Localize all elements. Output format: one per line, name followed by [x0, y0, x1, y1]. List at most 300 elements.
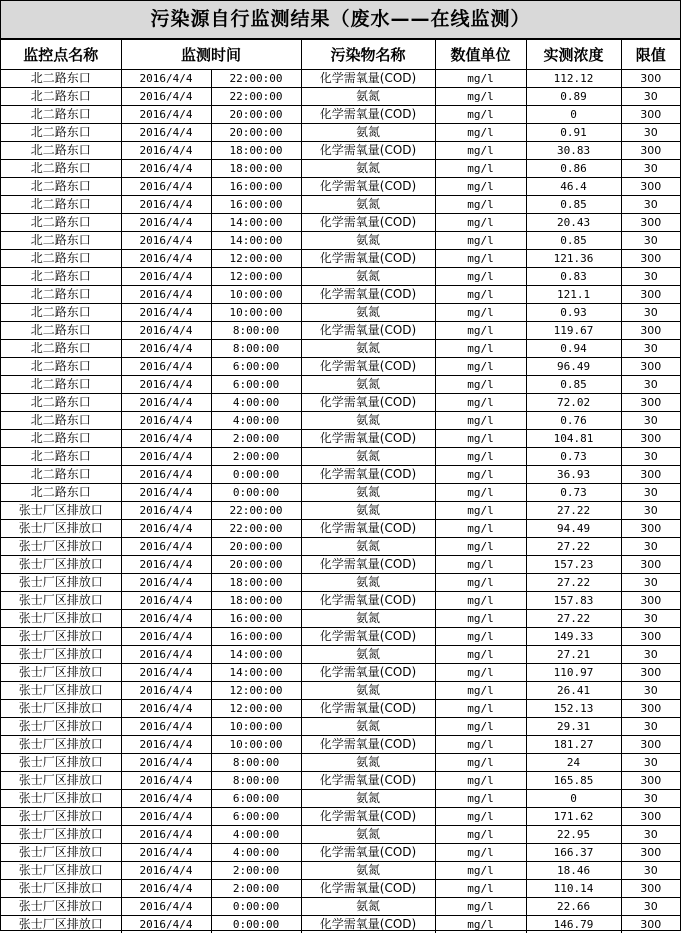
cell-limit: 30 [621, 502, 680, 520]
cell-value: 110.14 [526, 880, 621, 898]
cell-limit: 30 [621, 304, 680, 322]
cell-date: 2016/4/4 [121, 916, 211, 933]
cell-time: 6:00:00 [211, 376, 301, 394]
cell-time: 0:00:00 [211, 898, 301, 916]
cell-limit: 300 [621, 70, 680, 88]
cell-time: 12:00:00 [211, 268, 301, 286]
cell-limit: 30 [621, 574, 680, 592]
cell-date: 2016/4/4 [121, 898, 211, 916]
cell-limit: 300 [621, 592, 680, 610]
cell-time: 2:00:00 [211, 448, 301, 466]
cell-time: 0:00:00 [211, 484, 301, 502]
cell-pollutant: 氨氮 [301, 610, 435, 628]
cell-pollutant: 化学需氧量(COD) [301, 358, 435, 376]
cell-unit: mg/l [435, 916, 526, 933]
cell-limit: 300 [621, 106, 680, 124]
cell-unit: mg/l [435, 412, 526, 430]
cell-value: 0.89 [526, 88, 621, 106]
cell-value: 0.85 [526, 196, 621, 214]
cell-pollutant: 氨氮 [301, 718, 435, 736]
cell-value: 171.62 [526, 808, 621, 826]
cell-unit: mg/l [435, 646, 526, 664]
cell-site: 北二路东口 [1, 340, 121, 358]
cell-date: 2016/4/4 [121, 880, 211, 898]
cell-site: 张士厂区排放口 [1, 682, 121, 700]
cell-limit: 30 [621, 646, 680, 664]
cell-limit: 30 [621, 538, 680, 556]
cell-site: 北二路东口 [1, 214, 121, 232]
cell-unit: mg/l [435, 520, 526, 538]
cell-time: 14:00:00 [211, 646, 301, 664]
cell-site: 北二路东口 [1, 286, 121, 304]
cell-site: 张士厂区排放口 [1, 862, 121, 880]
cell-value: 94.49 [526, 520, 621, 538]
header-pollutant: 污染物名称 [301, 40, 435, 70]
cell-value: 112.12 [526, 70, 621, 88]
cell-site: 北二路东口 [1, 358, 121, 376]
cell-value: 72.02 [526, 394, 621, 412]
cell-time: 10:00:00 [211, 736, 301, 754]
cell-pollutant: 化学需氧量(COD) [301, 700, 435, 718]
cell-time: 14:00:00 [211, 214, 301, 232]
table-row [1, 484, 680, 502]
table-row [1, 520, 680, 538]
cell-site: 北二路东口 [1, 412, 121, 430]
table-row [1, 610, 680, 628]
cell-date: 2016/4/4 [121, 844, 211, 862]
cell-date: 2016/4/4 [121, 106, 211, 124]
cell-unit: mg/l [435, 772, 526, 790]
cell-site: 北二路东口 [1, 124, 121, 142]
cell-unit: mg/l [435, 754, 526, 772]
cell-pollutant: 化学需氧量(COD) [301, 250, 435, 268]
table-row [1, 538, 680, 556]
cell-time: 2:00:00 [211, 430, 301, 448]
table-row [1, 808, 680, 826]
cell-unit: mg/l [435, 160, 526, 178]
cell-date: 2016/4/4 [121, 700, 211, 718]
cell-unit: mg/l [435, 808, 526, 826]
cell-time: 4:00:00 [211, 412, 301, 430]
cell-limit: 30 [621, 412, 680, 430]
cell-date: 2016/4/4 [121, 610, 211, 628]
cell-limit: 300 [621, 394, 680, 412]
table-row [1, 340, 680, 358]
cell-limit: 300 [621, 466, 680, 484]
cell-site: 北二路东口 [1, 196, 121, 214]
cell-site: 张士厂区排放口 [1, 808, 121, 826]
table-row [1, 772, 680, 790]
cell-unit: mg/l [435, 880, 526, 898]
cell-value: 18.46 [526, 862, 621, 880]
cell-unit: mg/l [435, 628, 526, 646]
cell-unit: mg/l [435, 304, 526, 322]
cell-unit: mg/l [435, 448, 526, 466]
cell-value: 0.85 [526, 232, 621, 250]
cell-pollutant: 化学需氧量(COD) [301, 394, 435, 412]
cell-limit: 300 [621, 322, 680, 340]
cell-site: 张士厂区排放口 [1, 898, 121, 916]
cell-pollutant: 化学需氧量(COD) [301, 556, 435, 574]
cell-limit: 300 [621, 808, 680, 826]
cell-pollutant: 化学需氧量(COD) [301, 286, 435, 304]
cell-site: 北二路东口 [1, 466, 121, 484]
table-row [1, 178, 680, 196]
cell-site: 北二路东口 [1, 430, 121, 448]
cell-site: 北二路东口 [1, 304, 121, 322]
cell-pollutant: 化学需氧量(COD) [301, 430, 435, 448]
monitoring-table [1, 39, 680, 933]
table-row [1, 682, 680, 700]
cell-time: 4:00:00 [211, 394, 301, 412]
cell-date: 2016/4/4 [121, 772, 211, 790]
table-row [1, 232, 680, 250]
cell-unit: mg/l [435, 538, 526, 556]
cell-pollutant: 化学需氧量(COD) [301, 70, 435, 88]
cell-time: 8:00:00 [211, 754, 301, 772]
cell-pollutant: 化学需氧量(COD) [301, 916, 435, 933]
cell-limit: 300 [621, 520, 680, 538]
cell-date: 2016/4/4 [121, 124, 211, 142]
cell-time: 20:00:00 [211, 556, 301, 574]
cell-time: 10:00:00 [211, 286, 301, 304]
cell-date: 2016/4/4 [121, 628, 211, 646]
cell-unit: mg/l [435, 592, 526, 610]
cell-pollutant: 化学需氧量(COD) [301, 772, 435, 790]
cell-unit: mg/l [435, 430, 526, 448]
cell-date: 2016/4/4 [121, 574, 211, 592]
cell-date: 2016/4/4 [121, 556, 211, 574]
cell-unit: mg/l [435, 718, 526, 736]
cell-date: 2016/4/4 [121, 394, 211, 412]
cell-unit: mg/l [435, 556, 526, 574]
cell-site: 张士厂区排放口 [1, 628, 121, 646]
cell-unit: mg/l [435, 610, 526, 628]
cell-site: 张士厂区排放口 [1, 772, 121, 790]
cell-site: 张士厂区排放口 [1, 718, 121, 736]
cell-unit: mg/l [435, 736, 526, 754]
cell-date: 2016/4/4 [121, 160, 211, 178]
table-row [1, 700, 680, 718]
cell-site: 张士厂区排放口 [1, 916, 121, 933]
cell-limit: 300 [621, 664, 680, 682]
cell-limit: 300 [621, 358, 680, 376]
cell-value: 30.83 [526, 142, 621, 160]
cell-limit: 300 [621, 556, 680, 574]
table-row [1, 790, 680, 808]
table-row [1, 394, 680, 412]
cell-pollutant: 氨氮 [301, 376, 435, 394]
cell-time: 12:00:00 [211, 682, 301, 700]
table-row [1, 88, 680, 106]
cell-time: 0:00:00 [211, 916, 301, 933]
cell-pollutant: 化学需氧量(COD) [301, 664, 435, 682]
cell-unit: mg/l [435, 376, 526, 394]
cell-date: 2016/4/4 [121, 214, 211, 232]
cell-time: 6:00:00 [211, 358, 301, 376]
cell-value: 0.73 [526, 448, 621, 466]
cell-date: 2016/4/4 [121, 682, 211, 700]
cell-value: 0.91 [526, 124, 621, 142]
cell-unit: mg/l [435, 250, 526, 268]
cell-pollutant: 化学需氧量(COD) [301, 844, 435, 862]
cell-pollutant: 化学需氧量(COD) [301, 214, 435, 232]
cell-value: 27.22 [526, 538, 621, 556]
cell-limit: 300 [621, 628, 680, 646]
cell-time: 18:00:00 [211, 592, 301, 610]
cell-site: 北二路东口 [1, 448, 121, 466]
cell-site: 北二路东口 [1, 232, 121, 250]
cell-pollutant: 氨氮 [301, 502, 435, 520]
cell-limit: 30 [621, 232, 680, 250]
cell-time: 8:00:00 [211, 322, 301, 340]
cell-value: 0.94 [526, 340, 621, 358]
cell-unit: mg/l [435, 682, 526, 700]
cell-limit: 300 [621, 430, 680, 448]
cell-unit: mg/l [435, 286, 526, 304]
cell-unit: mg/l [435, 898, 526, 916]
cell-time: 12:00:00 [211, 250, 301, 268]
cell-time: 6:00:00 [211, 808, 301, 826]
cell-value: 146.79 [526, 916, 621, 933]
cell-limit: 300 [621, 178, 680, 196]
table-row [1, 898, 680, 916]
cell-value: 0.76 [526, 412, 621, 430]
table-row [1, 826, 680, 844]
cell-value: 104.81 [526, 430, 621, 448]
table-row [1, 250, 680, 268]
table-row [1, 844, 680, 862]
cell-unit: mg/l [435, 124, 526, 142]
table-row [1, 592, 680, 610]
cell-site: 北二路东口 [1, 178, 121, 196]
cell-date: 2016/4/4 [121, 484, 211, 502]
table-row [1, 628, 680, 646]
cell-unit: mg/l [435, 142, 526, 160]
cell-date: 2016/4/4 [121, 196, 211, 214]
cell-pollutant: 化学需氧量(COD) [301, 880, 435, 898]
cell-value: 24 [526, 754, 621, 772]
table-row [1, 196, 680, 214]
cell-date: 2016/4/4 [121, 664, 211, 682]
table-row [1, 322, 680, 340]
cell-unit: mg/l [435, 790, 526, 808]
cell-unit: mg/l [435, 340, 526, 358]
table-row [1, 106, 680, 124]
cell-limit: 30 [621, 790, 680, 808]
cell-unit: mg/l [435, 484, 526, 502]
cell-site: 张士厂区排放口 [1, 520, 121, 538]
table-row [1, 268, 680, 286]
cell-time: 6:00:00 [211, 790, 301, 808]
cell-time: 4:00:00 [211, 844, 301, 862]
cell-site: 张士厂区排放口 [1, 610, 121, 628]
cell-pollutant: 氨氮 [301, 88, 435, 106]
cell-limit: 300 [621, 286, 680, 304]
cell-pollutant: 氨氮 [301, 538, 435, 556]
cell-pollutant: 氨氮 [301, 574, 435, 592]
cell-value: 181.27 [526, 736, 621, 754]
cell-date: 2016/4/4 [121, 754, 211, 772]
cell-time: 20:00:00 [211, 106, 301, 124]
cell-pollutant: 化学需氧量(COD) [301, 106, 435, 124]
table-row [1, 124, 680, 142]
cell-date: 2016/4/4 [121, 430, 211, 448]
cell-limit: 300 [621, 772, 680, 790]
cell-unit: mg/l [435, 106, 526, 124]
cell-value: 27.22 [526, 502, 621, 520]
cell-value: 119.67 [526, 322, 621, 340]
cell-pollutant: 氨氮 [301, 754, 435, 772]
table-row [1, 574, 680, 592]
cell-value: 166.37 [526, 844, 621, 862]
cell-date: 2016/4/4 [121, 538, 211, 556]
cell-limit: 30 [621, 88, 680, 106]
cell-unit: mg/l [435, 844, 526, 862]
cell-value: 121.1 [526, 286, 621, 304]
cell-unit: mg/l [435, 466, 526, 484]
cell-date: 2016/4/4 [121, 790, 211, 808]
cell-value: 157.83 [526, 592, 621, 610]
cell-time: 16:00:00 [211, 196, 301, 214]
cell-limit: 30 [621, 862, 680, 880]
cell-pollutant: 化学需氧量(COD) [301, 808, 435, 826]
cell-date: 2016/4/4 [121, 826, 211, 844]
cell-site: 北二路东口 [1, 160, 121, 178]
cell-value: 36.93 [526, 466, 621, 484]
cell-limit: 30 [621, 718, 680, 736]
cell-date: 2016/4/4 [121, 448, 211, 466]
cell-unit: mg/l [435, 214, 526, 232]
cell-site: 张士厂区排放口 [1, 754, 121, 772]
cell-pollutant: 氨氮 [301, 196, 435, 214]
cell-unit: mg/l [435, 826, 526, 844]
cell-unit: mg/l [435, 700, 526, 718]
cell-time: 2:00:00 [211, 862, 301, 880]
cell-pollutant: 化学需氧量(COD) [301, 736, 435, 754]
cell-time: 22:00:00 [211, 502, 301, 520]
cell-unit: mg/l [435, 664, 526, 682]
table-row [1, 754, 680, 772]
cell-pollutant: 化学需氧量(COD) [301, 628, 435, 646]
cell-value: 27.21 [526, 646, 621, 664]
table-row [1, 880, 680, 898]
cell-site: 张士厂区排放口 [1, 592, 121, 610]
cell-limit: 30 [621, 826, 680, 844]
cell-pollutant: 氨氮 [301, 790, 435, 808]
cell-site: 张士厂区排放口 [1, 574, 121, 592]
cell-value: 0 [526, 790, 621, 808]
cell-value: 149.33 [526, 628, 621, 646]
cell-time: 18:00:00 [211, 160, 301, 178]
cell-unit: mg/l [435, 322, 526, 340]
cell-value: 22.66 [526, 898, 621, 916]
table-row [1, 718, 680, 736]
cell-value: 157.23 [526, 556, 621, 574]
cell-pollutant: 氨氮 [301, 124, 435, 142]
cell-date: 2016/4/4 [121, 340, 211, 358]
cell-date: 2016/4/4 [121, 718, 211, 736]
cell-limit: 30 [621, 124, 680, 142]
cell-limit: 300 [621, 142, 680, 160]
header-site: 监控点名称 [1, 40, 121, 70]
cell-unit: mg/l [435, 88, 526, 106]
table-row [1, 160, 680, 178]
cell-pollutant: 氨氮 [301, 340, 435, 358]
cell-limit: 30 [621, 376, 680, 394]
cell-limit: 300 [621, 700, 680, 718]
header-value: 实测浓度 [526, 40, 621, 70]
cell-value: 27.22 [526, 610, 621, 628]
cell-time: 14:00:00 [211, 664, 301, 682]
cell-site: 张士厂区排放口 [1, 556, 121, 574]
cell-date: 2016/4/4 [121, 358, 211, 376]
cell-pollutant: 氨氮 [301, 448, 435, 466]
cell-pollutant: 氨氮 [301, 484, 435, 502]
cell-pollutant: 氨氮 [301, 862, 435, 880]
cell-site: 北二路东口 [1, 88, 121, 106]
cell-date: 2016/4/4 [121, 268, 211, 286]
cell-site: 北二路东口 [1, 322, 121, 340]
cell-value: 29.31 [526, 718, 621, 736]
header-time: 监测时间 [121, 40, 301, 70]
cell-pollutant: 化学需氧量(COD) [301, 178, 435, 196]
cell-unit: mg/l [435, 232, 526, 250]
cell-limit: 30 [621, 160, 680, 178]
cell-limit: 300 [621, 736, 680, 754]
cell-date: 2016/4/4 [121, 376, 211, 394]
cell-value: 0 [526, 106, 621, 124]
cell-date: 2016/4/4 [121, 88, 211, 106]
cell-site: 张士厂区排放口 [1, 736, 121, 754]
cell-time: 4:00:00 [211, 826, 301, 844]
cell-date: 2016/4/4 [121, 250, 211, 268]
cell-value: 152.13 [526, 700, 621, 718]
cell-date: 2016/4/4 [121, 502, 211, 520]
cell-limit: 30 [621, 484, 680, 502]
cell-value: 165.85 [526, 772, 621, 790]
report-title: 污染源自行监测结果（废水——在线监测） [1, 1, 680, 39]
cell-value: 110.97 [526, 664, 621, 682]
cell-limit: 30 [621, 610, 680, 628]
cell-value: 46.4 [526, 178, 621, 196]
cell-site: 北二路东口 [1, 484, 121, 502]
cell-limit: 30 [621, 754, 680, 772]
cell-pollutant: 氨氮 [301, 898, 435, 916]
cell-pollutant: 氨氮 [301, 646, 435, 664]
cell-time: 16:00:00 [211, 628, 301, 646]
cell-date: 2016/4/4 [121, 142, 211, 160]
table-row [1, 214, 680, 232]
cell-value: 0.86 [526, 160, 621, 178]
cell-value: 0.83 [526, 268, 621, 286]
cell-limit: 30 [621, 268, 680, 286]
table-row [1, 430, 680, 448]
cell-time: 16:00:00 [211, 178, 301, 196]
header-unit: 数值单位 [435, 40, 526, 70]
cell-pollutant: 氨氮 [301, 304, 435, 322]
cell-limit: 30 [621, 898, 680, 916]
cell-value: 0.73 [526, 484, 621, 502]
cell-unit: mg/l [435, 574, 526, 592]
cell-time: 14:00:00 [211, 232, 301, 250]
cell-date: 2016/4/4 [121, 808, 211, 826]
header-row [1, 40, 680, 70]
cell-site: 张士厂区排放口 [1, 502, 121, 520]
table-row [1, 448, 680, 466]
cell-site: 北二路东口 [1, 376, 121, 394]
cell-pollutant: 化学需氧量(COD) [301, 466, 435, 484]
